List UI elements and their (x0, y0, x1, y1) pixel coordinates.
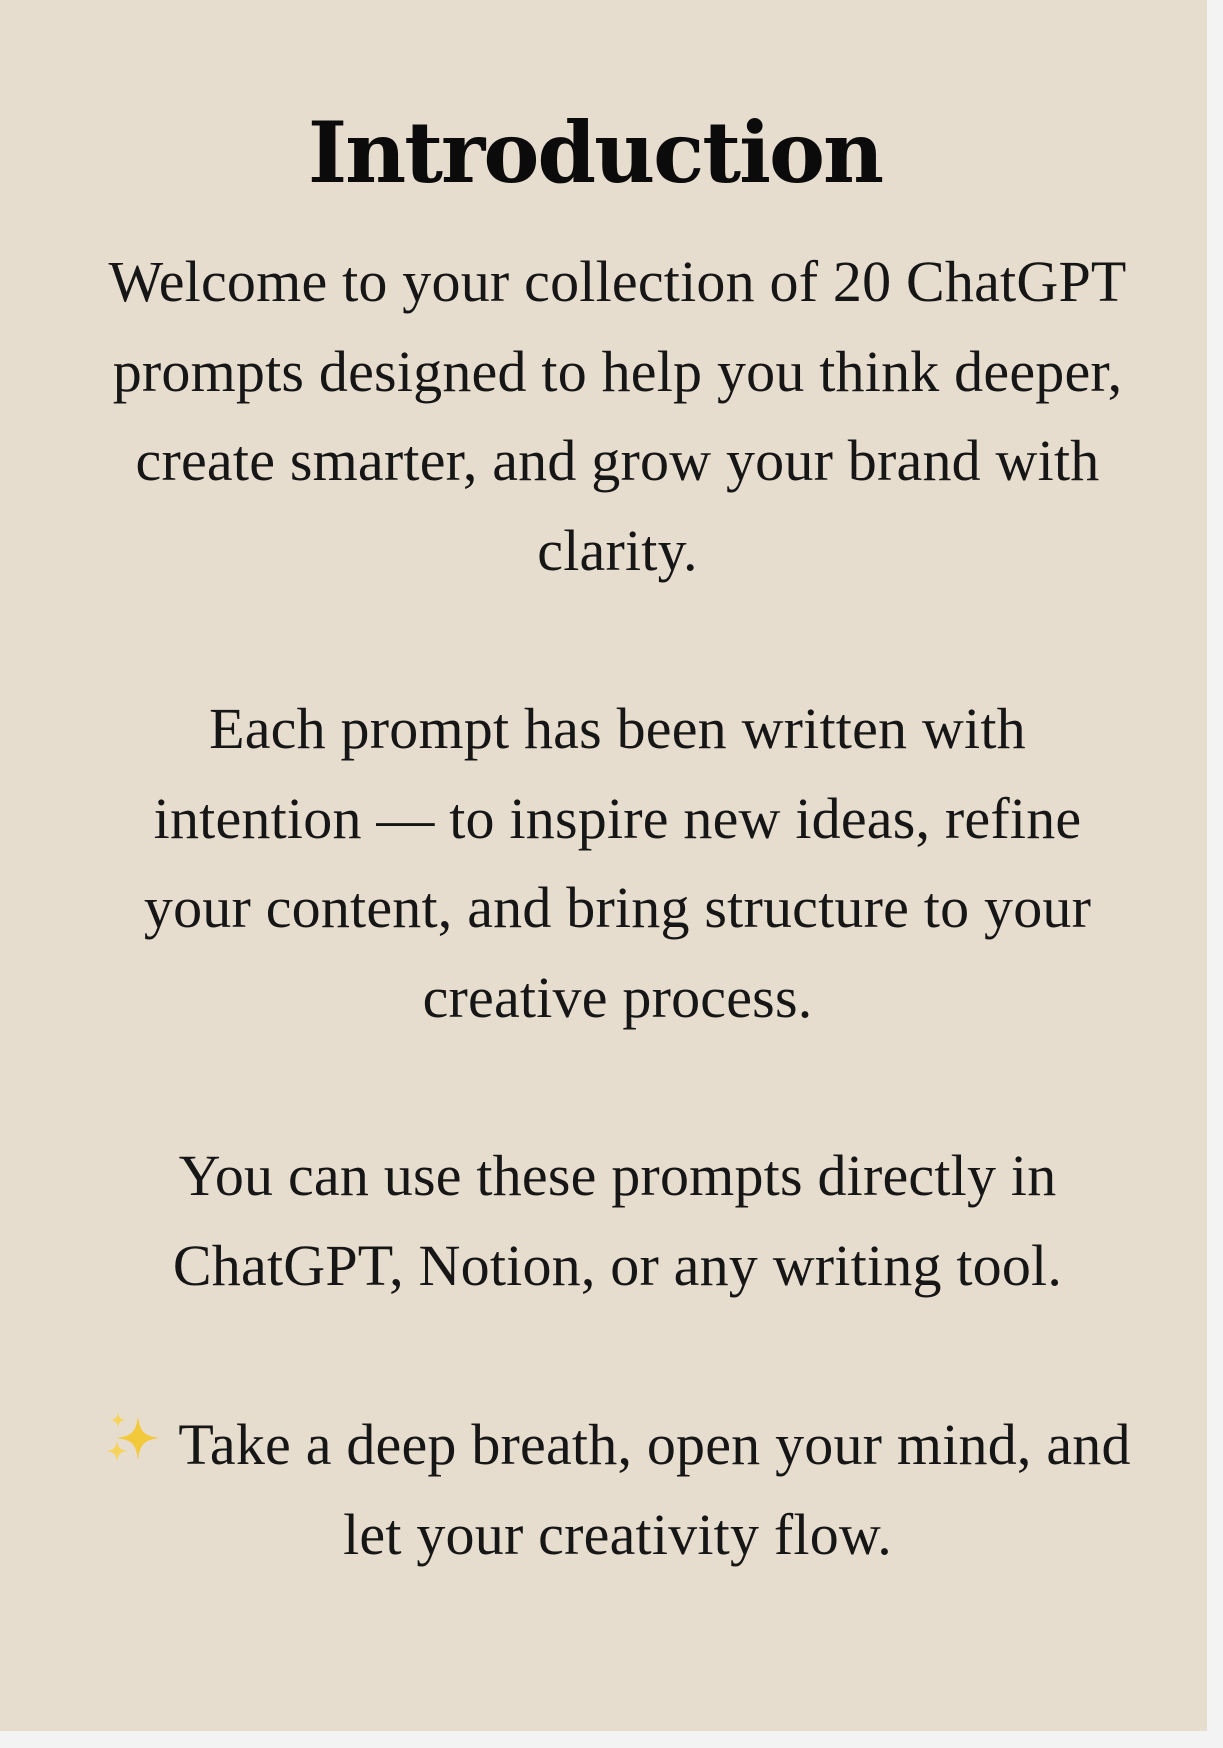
page-title: Introduction (307, 103, 883, 202)
intro-paragraph-1: Welcome to your collection of 20 ChatGPT prompts designed to help you think deeper, create smarter, and grow your brand with clarity. (108, 249, 1127, 583)
closing-paragraph (100, 1400, 1135, 1579)
intro-paragraph-3: You can use these prompts directly in ChatGPT, Notion, or any writing tool. (172, 1143, 1063, 1298)
closing-text: Take a deep breath, open your mind, and let your creativity flow. (178, 1412, 1131, 1567)
sparkles-icon (104, 1410, 164, 1470)
intro-paragraph-2: Each prompt has been written with intention — to inspire new ideas, refine your content, and bring structure to your creative process. (143, 696, 1092, 1030)
